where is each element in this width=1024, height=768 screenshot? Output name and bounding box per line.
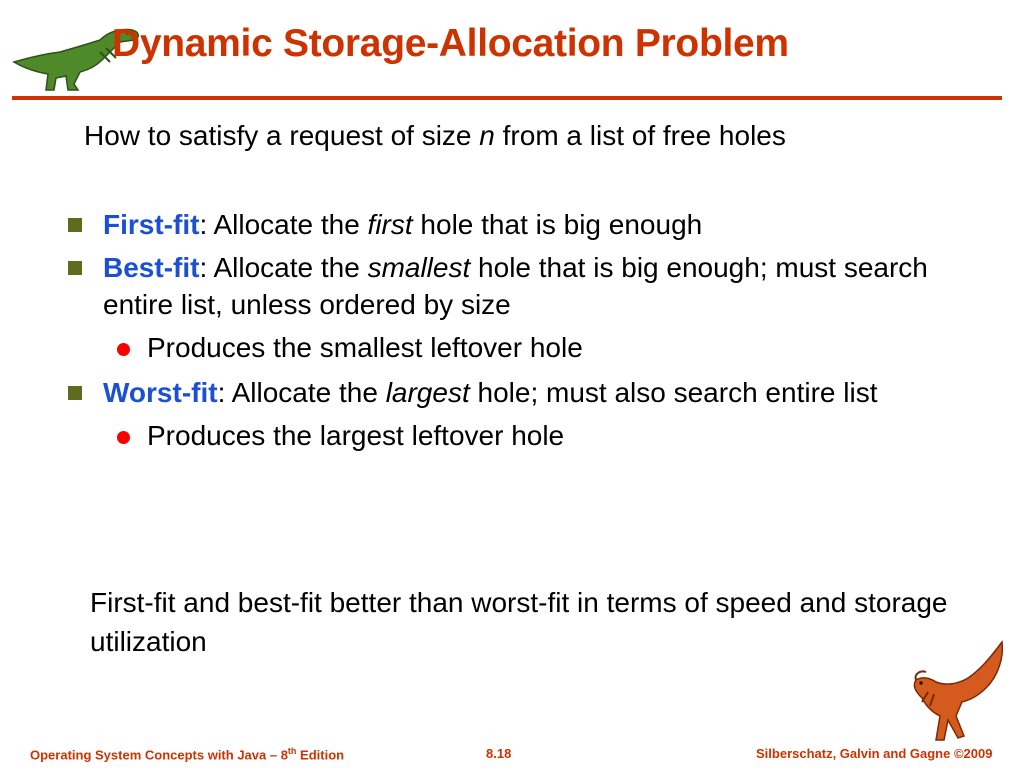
bullet-rest: hole that is big enough bbox=[412, 209, 703, 240]
square-bullet-icon bbox=[68, 386, 82, 400]
bullet-list bbox=[68, 206, 948, 462]
bullet-worst-fit bbox=[68, 374, 948, 411]
bullet-emphasis: first bbox=[367, 209, 413, 240]
dot-bullet-icon bbox=[117, 431, 130, 444]
title-divider bbox=[12, 96, 1002, 100]
footer-book-title-sup: th bbox=[287, 746, 297, 756]
intro-line bbox=[84, 120, 786, 152]
square-bullet-icon bbox=[68, 218, 82, 232]
bullet-separator: : Allocate the bbox=[199, 209, 368, 240]
sub-bullet-best-fit bbox=[68, 329, 948, 366]
footer-book-title bbox=[30, 746, 344, 762]
bullet-emphasis: largest bbox=[385, 377, 470, 408]
footer-authors: Silberschatz, Galvin and Gagne ©2009 bbox=[756, 746, 993, 761]
square-bullet-icon bbox=[68, 261, 82, 275]
bullet-first-fit bbox=[68, 206, 948, 243]
red-dinosaur-icon bbox=[908, 636, 1008, 748]
intro-before: How to satisfy a request of size bbox=[84, 120, 480, 151]
bullet-emphasis: smallest bbox=[367, 252, 471, 283]
intro-after: from a list of free holes bbox=[494, 120, 786, 151]
bullet-separator: : Allocate the bbox=[199, 252, 368, 283]
sub-bullet-worst-fit bbox=[68, 417, 948, 454]
bullet-separator: : Allocate the bbox=[217, 377, 386, 408]
bullet-term: Worst-fit bbox=[103, 377, 218, 408]
footer-book-title-prefix: Operating System Concepts with Java – 8 bbox=[30, 747, 288, 763]
bullet-term: First-fit bbox=[103, 209, 200, 240]
sub-bullet-text: Produces the largest leftover hole bbox=[147, 420, 565, 451]
intro-variable: n bbox=[479, 120, 495, 151]
bullet-term: Best-fit bbox=[103, 252, 200, 283]
bullet-rest: hole; must also search entire list bbox=[469, 377, 878, 408]
bullet-rest: hole that is big enough; must search entire list, unless ordered by size bbox=[103, 252, 928, 320]
slide-title: Dynamic Storage-Allocation Problem bbox=[112, 22, 789, 65]
footer-page-number: 8.18 bbox=[486, 746, 512, 761]
conclusion-text: First-fit and best-fit better than worst-fit in terms of speed and storage utilization bbox=[90, 587, 948, 657]
footer-book-title-suffix: Edition bbox=[296, 747, 345, 763]
bullet-best-fit bbox=[68, 249, 948, 323]
dot-bullet-icon bbox=[117, 343, 130, 356]
sub-bullet-text: Produces the smallest leftover hole bbox=[147, 332, 583, 363]
